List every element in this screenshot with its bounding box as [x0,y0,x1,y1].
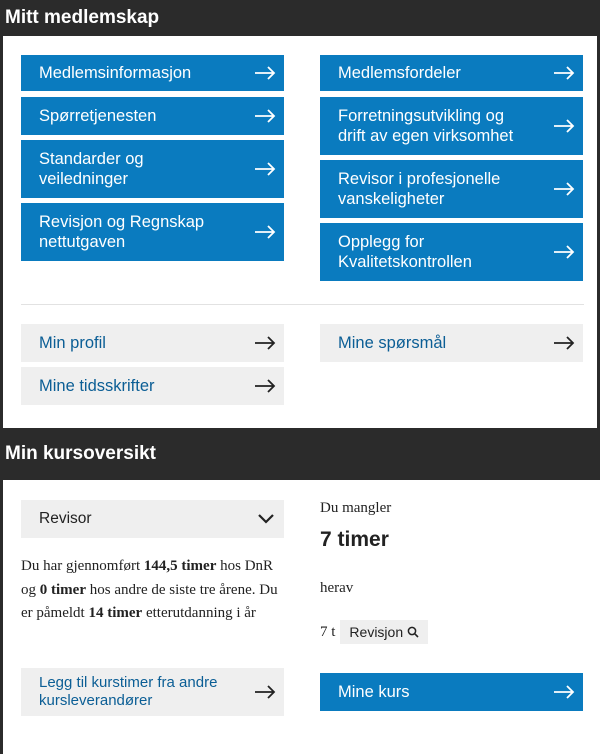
missing-hours-label: Du mangler [320,500,392,516]
of-which-hours: 7 t [320,623,336,640]
membership-section-title: Mitt medlemskap [0,0,600,36]
my-courses-button[interactable] [320,673,583,711]
standards-guidance-label: Standarder og veiledninger [39,150,144,188]
missing-hours-value: 7 timer [320,528,389,551]
audit-accounting-online-button[interactable] [21,203,284,261]
membership-info-label: Medlemsinformasjon [39,64,192,82]
of-which-row [320,620,428,644]
arrow-right-icon [254,336,276,350]
audit-accounting-online-label: Revisjon og Regnskap nettutgaven [39,213,205,251]
my-profile-label: Min profil [39,334,106,352]
hours-other: 0 timer [39,581,86,598]
business-development-button[interactable] [320,97,583,155]
hours-registered: 14 timer [88,605,143,621]
arrow-right-icon [254,225,276,239]
role-select-value: Revisor [39,510,92,527]
add-external-course-hours-button[interactable] [21,668,284,716]
auditor-difficulties-button[interactable] [320,160,583,218]
course-hours-summary: Du har gjennomført 144,5 timer hos DnR og 0 timer hos andre de siste tre årene. Du er påmeldt 14 timer etterutdanning i år [21,558,278,621]
arrow-right-icon [254,379,276,393]
my-questions-button[interactable] [320,324,583,362]
courses-section-title: Min kursoversikt [0,428,600,480]
arrow-right-icon [553,182,575,196]
arrow-right-icon [553,336,575,350]
quality-control-label: Opplegg for Kvalitetskontrollen [338,233,472,271]
arrow-right-icon [553,119,575,133]
my-questions-label: Mine spørsmål [338,334,447,352]
my-courses-label: Mine kurs [338,683,410,701]
page-frame-left [0,0,3,754]
arrow-right-icon [553,245,575,259]
my-journals-button[interactable] [21,367,284,405]
member-benefits-label: Medlemsfordeler [338,64,461,82]
arrow-right-icon [254,66,276,80]
of-which-label: herav [320,580,354,596]
section-divider [21,304,584,305]
search-icon [407,626,419,638]
arrow-right-icon [254,162,276,176]
my-profile-button[interactable] [21,324,284,362]
question-service-label: Spørretjenesten [39,107,157,125]
auditor-difficulties-label: Revisor i profesjonelle vanskeligheter [338,170,501,208]
quality-control-button[interactable] [320,223,583,281]
arrow-right-icon [553,685,575,699]
arrow-right-icon [553,66,575,80]
revisjon-tag[interactable] [340,620,428,644]
hours-dnr: 144,5 timer [143,558,217,574]
question-service-button[interactable] [21,97,284,135]
my-journals-label: Mine tidsskrifter [39,377,155,395]
revisjon-tag-label: Revisjon [349,624,404,640]
business-development-label: Forretningsutvikling og drift av egen virksomhet [338,107,514,145]
role-select[interactable] [21,500,284,538]
add-external-course-hours-label: Legg til kurstimer fra andre kursleverandører [39,674,218,709]
member-benefits-button[interactable] [320,55,583,91]
standards-guidance-button[interactable] [21,140,284,198]
arrow-right-icon [254,109,276,123]
membership-info-button[interactable] [21,55,284,91]
chevron-down-icon [258,514,274,524]
arrow-right-icon [254,685,276,699]
